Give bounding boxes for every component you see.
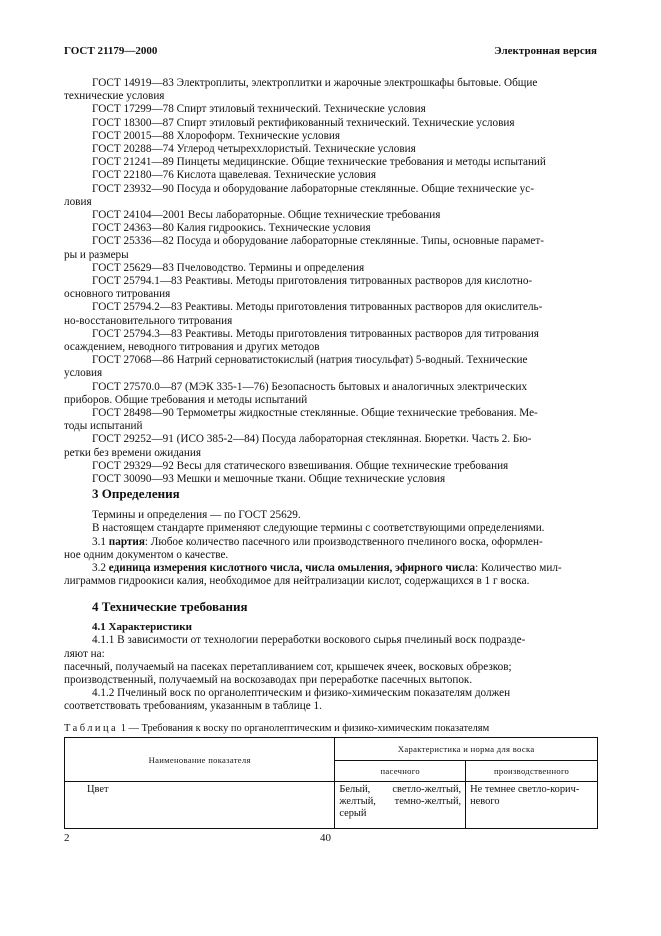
paragraph: 4.1.2 Пчелиный воск по органолептическим и физико-химическим показателям должен	[92, 687, 511, 700]
cell-industrial: Не темнее светло-корич- невого	[466, 782, 598, 829]
reference-item: ГОСТ 22180—76 Кислота щавелевая. Технические условия	[92, 169, 376, 182]
header-standard-number: ГОСТ 21179—2000	[64, 45, 158, 57]
definition-term: единица измерения кислотного числа, числа омыления, эфирного числа	[108, 562, 476, 575]
reference-continuation: приборов. Общие требования и методы испытаний	[64, 393, 308, 406]
definition-text: : Количество мил-	[475, 562, 562, 575]
definition-continuation: ное одним документом о качестве.	[64, 548, 229, 561]
reference-item: ГОСТ 17299—78 Спирт этиловый технический. Технические условия	[92, 103, 426, 116]
reference-item: ГОСТ 29252—91 (ИСО 385-2—84) Посуда лабораторная стеклянная. Бюретки. Часть 2. Бю-	[92, 433, 532, 446]
footer-page-number: 2	[64, 832, 70, 844]
reference-continuation: ловия	[64, 195, 92, 208]
reference-continuation: но-восстановительного титрования	[64, 314, 233, 327]
header-group: Характеристика и норма для воска	[335, 738, 598, 761]
reference-item: ГОСТ 27570.0—87 (МЭК 335-1—76) Безопасность бытовых и аналогичных электрических	[92, 380, 528, 393]
reference-item: ГОСТ 25794.1—83 Реактивы. Методы приготовления титрованных растворов для кислотно-	[92, 275, 533, 288]
reference-continuation: тоды испытаний	[64, 420, 143, 433]
cell-apiary: Белый, светло-желтый, желтый, темно-желтый, серый	[335, 782, 466, 829]
reference-item: ГОСТ 14919—83 Электроплиты, электроплитки и жарочные электрошкафы бытовые. Общие	[92, 77, 538, 89]
subsection-heading: 4.1 Характеристики	[92, 621, 192, 634]
reference-item: ГОСТ 25794.2—83 Реактивы. Методы приготовления титрованных растворов для окислитель-	[92, 301, 543, 314]
references-list	[64, 77, 598, 486]
reference-item: ГОСТ 27068—86 Натрий серноватистокислый (натрия тиосульфат) 5-водный. Технические	[92, 354, 528, 367]
reference-item: ГОСТ 25336—82 Посуда и оборудование лабораторные стеклянные. Типы, основные парамет-	[92, 235, 544, 248]
paragraph-continuation: соответствовать требованиям, указанным в таблице 1.	[64, 700, 322, 713]
paragraph-continuation: ляют на:	[64, 647, 105, 660]
definition-text: : Любое количество пасечного или производственного пчелиного воска, оформлен-	[144, 535, 543, 548]
reference-item: ГОСТ 24363—80 Калия гидроокись. Технические условия	[92, 222, 371, 235]
section-heading: 4 Технические требования	[92, 599, 248, 614]
reference-continuation: основного титрования	[64, 288, 171, 301]
section-heading: 3 Определения	[92, 486, 180, 501]
definition-continuation: лиграммов гидроокиси калия, необходимое для нейтрализации кислот, содержащихся в 1 г воска.	[64, 575, 530, 588]
reference-item: ГОСТ 29329—92 Весы для статического взвешивания. Общие технические требования	[92, 459, 509, 472]
reference-continuation: осаждением, неводного титрования и других методов	[64, 341, 320, 354]
requirements-table	[64, 737, 598, 829]
paragraph: В настоящем стандарте применяют следующие термины с соответствующими определениями.	[92, 522, 545, 535]
header-industrial: производственного	[466, 761, 598, 782]
definition-term: партия	[108, 535, 145, 548]
definition-number: 3.2	[92, 562, 106, 575]
table-caption-label: Таблица	[64, 723, 119, 734]
list-item: производственный, получаемый на воскозаводах при переработке пасечных вытопок.	[64, 674, 473, 687]
header-indicator: Наименование показателя	[65, 738, 335, 782]
reference-item: ГОСТ 25629—83 Пчеловодство. Термины и определения	[92, 261, 365, 274]
reference-item: ГОСТ 30090—93 Мешки и мешочные ткани. Общие технические условия	[92, 473, 446, 486]
table-caption-text: 1 — Требования к воску по органолептическим и физико-химическим показателям	[118, 723, 490, 734]
table-header-row	[65, 738, 598, 761]
definition-number: 3.1	[92, 535, 106, 548]
table-caption	[64, 723, 489, 734]
table-row	[65, 782, 598, 829]
reference-continuation: технические условия	[64, 90, 165, 103]
reference-item: ГОСТ 21241—89 Пинцеты медицинские. Общие технические требования и методы испытаний	[92, 156, 546, 169]
paragraph: Термины и определения — по ГОСТ 25629.	[92, 509, 301, 522]
definition-unit	[64, 562, 598, 575]
header-version-label: Электронная версия	[494, 45, 597, 57]
reference-item: ГОСТ 23932—90 Посуда и оборудование лабораторные стеклянные. Общие технические ус-	[92, 182, 534, 195]
reference-continuation: ретки без времени ожидания	[64, 446, 201, 459]
reference-item: ГОСТ 20015—88 Хлороформ. Технические условия	[92, 129, 340, 142]
reference-item: ГОСТ 20288—74 Углерод четыреххлористый. Технические условия	[92, 143, 416, 156]
section-definitions	[64, 487, 598, 588]
section-technical-requirements	[64, 600, 598, 714]
reference-item: ГОСТ 24104—2001 Весы лабораторные. Общие технические требования	[92, 209, 441, 222]
reference-item: ГОСТ 25794.3—83 Реактивы. Методы приготовления титрованных растворов для титрования	[92, 327, 539, 340]
definition-party	[64, 536, 598, 549]
header-apiary: пасечного	[335, 761, 466, 782]
reference-continuation: условия	[64, 367, 103, 380]
reference-item: ГОСТ 18300—87 Спирт этиловый ректификованный технический. Технические условия	[92, 116, 515, 129]
reference-continuation: ры и размеры	[64, 248, 129, 261]
list-item: пасечный, получаемый на пасеках перетапливанием сот, крышечек ячеек, восковых обрезков;	[64, 660, 512, 673]
reference-item: ГОСТ 28498—90 Термометры жидкостные стеклянные. Общие технические требования. Ме-	[92, 407, 538, 420]
cell-indicator: Цвет	[65, 782, 335, 829]
footer-sheet-number: 40	[320, 832, 331, 844]
paragraph: 4.1.1 В зависимости от технологии переработки воскового сырья пчелиный воск подразде-	[92, 634, 526, 647]
